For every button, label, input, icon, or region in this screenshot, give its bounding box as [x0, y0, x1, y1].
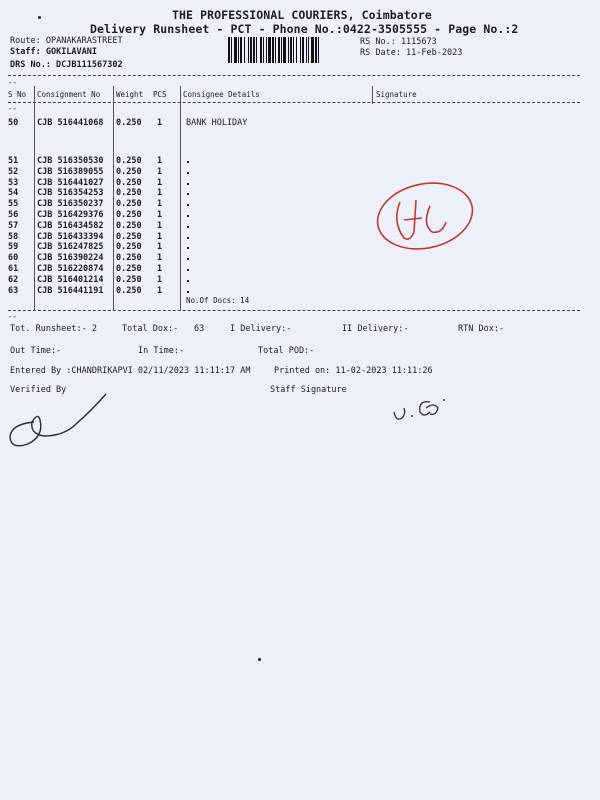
row-details-mark — [187, 215, 189, 217]
row-weight: 0.250 — [116, 285, 142, 296]
row-details-mark — [187, 193, 189, 195]
staff-signature-mark — [386, 392, 456, 428]
row-consignment: CJB 516390224 — [37, 253, 104, 264]
row-details-mark — [187, 237, 189, 239]
barcode-bar — [288, 37, 289, 63]
row-weight: 0.250 — [116, 242, 142, 253]
col-header-weight: Weight — [116, 90, 144, 99]
row-details-mark — [187, 161, 189, 163]
barcode-bar — [238, 37, 239, 63]
barcode-bar — [256, 37, 257, 63]
row-details-mark — [187, 291, 189, 293]
col-header-signature: Signature — [376, 90, 417, 99]
row-consignment: CJB 516433394 — [37, 231, 104, 242]
row-weight: 0.250 — [116, 118, 142, 128]
row-sno: 61 — [8, 264, 19, 274]
barcode-bar — [253, 37, 255, 63]
printed-on: Printed on: 11-02-2023 11:11:26 — [274, 366, 433, 376]
rs-number: RS No.: 1115673 — [360, 37, 437, 47]
barcode-bar — [293, 37, 294, 63]
barcode-bar — [308, 37, 309, 63]
row-weight: 0.250 — [116, 264, 142, 274]
barcode — [228, 37, 353, 63]
barcode-bar — [306, 37, 307, 63]
row-weight: 0.250 — [116, 210, 142, 220]
barcode-bar — [272, 37, 274, 63]
runsheet-title: Delivery Runsheet - PCT - Phone No.:0422-3505555 - Page No.:2 — [90, 22, 519, 36]
barcode-bar — [250, 37, 252, 63]
row-sno: 51 — [8, 156, 19, 166]
row-pcs: 1 — [157, 118, 163, 128]
staff-value: GOKILAVANI — [45, 47, 98, 57]
row-sno: 63 — [8, 285, 19, 296]
barcode-bar — [311, 37, 314, 63]
column-line — [34, 86, 35, 311]
ii-delivery: II Delivery:- — [342, 324, 409, 334]
col-header-consignee: Consignee Details — [183, 90, 260, 99]
barcode-bar — [281, 37, 282, 63]
row-pcs: 1 — [157, 285, 163, 296]
row-consignment: CJB 516389055 — [37, 166, 104, 177]
row-pcs: 1 — [157, 253, 163, 264]
in-time: In Time:- — [138, 346, 185, 356]
row-details-mark — [187, 280, 189, 282]
row-sno: 58 — [8, 231, 19, 242]
row-sno: 57 — [8, 220, 19, 231]
row-sno: 62 — [8, 274, 19, 285]
drs-number: DRS No.: DCJB111567302 — [10, 60, 123, 70]
barcode-bar — [228, 37, 230, 63]
total-pod: Total POD:- — [258, 346, 315, 356]
total-dox-value: 63 — [194, 324, 205, 334]
row-details-mark — [187, 183, 189, 185]
row-weight: 0.250 — [116, 177, 142, 188]
divider — [8, 310, 580, 311]
barcode-bar — [302, 37, 304, 63]
row-weight: 0.250 — [116, 274, 142, 285]
route-line — [10, 36, 123, 46]
total-dox-label: Total Dox:- — [122, 324, 179, 334]
barcode-bar — [234, 37, 237, 63]
barcode-bar — [296, 37, 297, 63]
row-weight: 0.250 — [116, 199, 142, 210]
barcode-bar — [315, 37, 317, 63]
row-pcs: 1 — [157, 274, 163, 285]
row-consignee-details: BANK HOLIDAY — [186, 118, 248, 128]
route-label: Route: — [10, 36, 41, 46]
row-pcs: 1 — [157, 264, 163, 274]
row-pcs: 1 — [157, 242, 163, 253]
row-pcs: 1 — [157, 188, 163, 199]
route-value: OPANAKARASTREET — [45, 36, 123, 46]
barcode-bar — [278, 37, 280, 63]
row-details-mark — [187, 269, 189, 271]
row-consignment: CJB 516401214 — [37, 274, 104, 285]
row-pcs: 1 — [157, 220, 163, 231]
row-weight: 0.250 — [116, 253, 142, 264]
staff-line — [10, 47, 97, 57]
barcode-bar — [283, 37, 286, 63]
row-details-mark — [187, 226, 189, 228]
scan-dot — [38, 16, 41, 19]
row-pcs: 1 — [157, 156, 163, 166]
barcode-bar — [300, 37, 301, 63]
row-sno: 60 — [8, 253, 19, 264]
row-sno: 55 — [8, 199, 19, 210]
no-of-docs: No.Of Docs: 14 — [186, 296, 250, 305]
barcode-bar — [260, 37, 262, 63]
col-header-sno: S No — [8, 90, 27, 99]
row-pcs: 1 — [157, 166, 163, 177]
scan-dot — [258, 658, 261, 661]
row-pcs: 1 — [157, 177, 163, 188]
row-consignment: CJB 516441068 — [37, 118, 104, 128]
row-weight: 0.250 — [116, 220, 142, 231]
row-details-mark — [187, 204, 189, 206]
row-pcs: 1 — [157, 231, 163, 242]
row-sno: 59 — [8, 242, 19, 253]
barcode-bar — [275, 37, 276, 63]
row-weight: 0.250 — [116, 231, 142, 242]
row-pcs: 1 — [157, 210, 163, 220]
barcode-bar — [231, 37, 232, 63]
column-line — [372, 86, 373, 104]
barcode-bar — [244, 37, 245, 63]
row-consignment: CJB 516350237 — [37, 199, 104, 210]
row-consignment: CJB 516354253 — [37, 188, 104, 199]
barcode-bar — [290, 37, 292, 63]
barcode-bar — [248, 37, 249, 63]
staff-signature-label: Staff Signature — [270, 385, 347, 395]
barcode-bar — [263, 37, 264, 63]
barcode-bar — [268, 37, 271, 63]
barcode-bar — [266, 37, 267, 63]
row-consignment: CJB 516434582 — [37, 220, 104, 231]
row-weight: 0.250 — [116, 188, 142, 199]
dash-marker: -- — [8, 104, 18, 113]
row-sno: 50 — [8, 118, 19, 128]
col-header-pcs: PCS — [153, 90, 167, 99]
row-sno: 56 — [8, 210, 19, 220]
row-details-mark — [187, 172, 189, 174]
row-consignment: CJB 516220874 — [37, 264, 104, 274]
barcode-bar — [318, 37, 319, 63]
col-header-consignment: Consignment No — [37, 90, 101, 99]
tot-runsheet: Tot. Runsheet:- 2 — [10, 324, 97, 334]
out-time: Out Time:- — [10, 346, 62, 356]
row-consignment: CJB 516429376 — [37, 210, 104, 220]
staff-label: Staff: — [10, 47, 41, 57]
row-sno: 53 — [8, 177, 19, 188]
row-consignment: CJB 516350530 — [37, 156, 104, 166]
row-sno: 54 — [8, 188, 19, 199]
divider — [8, 102, 580, 103]
entered-by: Entered By :CHANDRIKAPVI 02/11/2023 11:11:17 AM — [10, 366, 251, 376]
row-consignment: CJB 516441191 — [37, 285, 104, 296]
dash-marker: -- — [8, 312, 18, 321]
barcode-bar — [240, 37, 242, 63]
row-details-mark — [187, 247, 189, 249]
divider — [8, 75, 580, 76]
verified-by-label: Verified By — [10, 385, 67, 395]
row-weight: 0.250 — [116, 166, 142, 177]
dash-marker: -- — [8, 78, 18, 87]
i-delivery: I Delivery:- — [230, 324, 292, 334]
red-stamp-signature — [370, 172, 480, 262]
verified-by-signature — [4, 392, 114, 452]
rs-date: RS Date: 11-Feb-2023 — [360, 48, 463, 58]
row-consignment: CJB 516441027 — [37, 177, 104, 188]
column-line — [180, 86, 181, 311]
company-name: THE PROFESSIONAL COURIERS, Coimbatore — [172, 8, 432, 22]
row-pcs: 1 — [157, 199, 163, 210]
column-line — [113, 86, 114, 311]
row-sno: 52 — [8, 166, 19, 177]
row-consignment: CJB 516247825 — [37, 242, 104, 253]
row-weight: 0.250 — [116, 156, 142, 166]
rtn-dox: RTN Dox:- — [458, 324, 505, 334]
row-details-mark — [187, 258, 189, 260]
